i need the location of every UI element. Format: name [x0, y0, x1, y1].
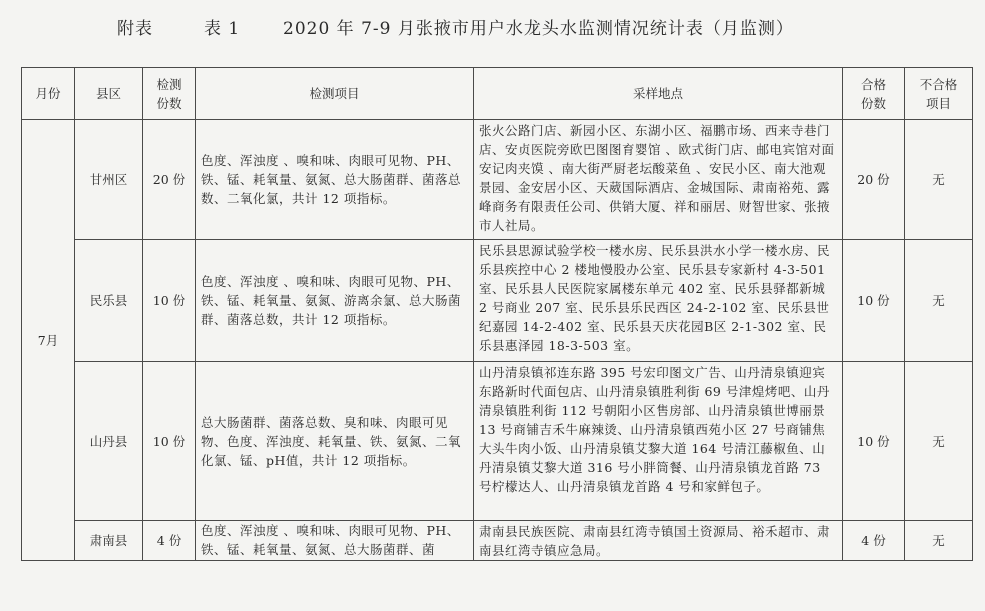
- qualified-count-cell: 10 份: [843, 240, 905, 362]
- column-header-qualified-count: 合格 份数: [843, 68, 905, 120]
- sampling-location-cell: 张火公路门店、新园小区、东湖小区、福鹏市场、西来寺巷门店、安贞医院旁欧巴图图育婴馆 、欧式街门店、邮电宾馆对面安记肉夹馍 、南大街严厨老坛酸菜鱼 、安民小区、南大池观景园、金安居小区、天葳国际酒店、金城国际、肃南裕苑、露峰商务有限责任公司、供销大厦、祥和丽居、财智世家、张掖市人社局。: [474, 120, 843, 240]
- column-header-month: 月份: [22, 68, 75, 120]
- sample-count-cell: 20 份: [143, 120, 196, 240]
- district-cell: 山丹县: [75, 362, 143, 521]
- test-items-cell: 色度、浑浊度 、嗅和味、肉眼可见物、PH、铁、锰、耗氧量、氨氮、总大肠菌群、菌: [196, 521, 474, 561]
- sample-count-cell: 10 份: [143, 362, 196, 521]
- column-header-test-items: 检测项目: [196, 68, 474, 120]
- table-row: [22, 240, 973, 362]
- district-cell: 肃南县: [75, 521, 143, 561]
- unqualified-items-cell: 无: [905, 362, 973, 521]
- unqualified-items-cell: 无: [905, 521, 973, 561]
- qualified-count-cell: 10 份: [843, 362, 905, 521]
- table-row: [22, 120, 973, 240]
- qualified-count-cell: 4 份: [843, 521, 905, 561]
- sampling-location-cell: 肃南县民族医院、肃南县红湾寺镇国土资源局、裕禾超市、肃南县红湾寺镇应急局。: [474, 521, 843, 561]
- column-header-unqualified-items: 不合格 项目: [905, 68, 973, 120]
- district-cell: 民乐县: [75, 240, 143, 362]
- sampling-location-cell: 山丹清泉镇祁连东路 395 号宏印图文广告、山丹清泉镇迎宾东路新时代面包店、山丹清泉镇胜利街 69 号津煌烤吧、山丹清泉镇胜利街 112 号朝阳小区售房部、山丹清泉镇世博丽景 13 号商铺吉禾牛麻辣烫、山丹清泉镇西苑小区 27 号商铺焦大头牛肉小饭、山丹清泉镇艾黎大道 164 号清江藤椒鱼、山丹清泉镇艾黎大道 316 号小胖筒餐、山丹清泉镇龙首路 73 号柠檬达人、山丹清泉镇龙首路 4 号和家鲜包子。: [474, 362, 843, 521]
- sample-count-cell: 4 份: [143, 521, 196, 561]
- qualified-count-cell: 20 份: [843, 120, 905, 240]
- test-items-cell: 色度、浑浊度 、嗅和味、肉眼可见物、PH、铁、锰、耗氧量、氨氮、总大肠菌群、菌落总数、二氧化氯，共计 12 项指标。: [196, 120, 474, 240]
- table-title: 2020 年 7-9 月张掖市用户水龙头水监测情况统计表（月监测）: [283, 19, 794, 39]
- column-header-sampling-location: 采样地点: [474, 68, 843, 120]
- table-header-row: [22, 68, 973, 120]
- test-items-cell: 色度、浑浊度 、嗅和味、肉眼可见物、PH、铁、锰、耗氧量、氨氮、游离余氯、总大肠菌群、菌落总数，共计 12 项指标。: [196, 240, 474, 362]
- month-cell: 7月: [22, 120, 75, 561]
- table-number: 表 1: [204, 19, 241, 39]
- sampling-location-cell: 民乐县思源试验学校一楼水房、民乐县洪水小学一楼水房、民乐县疾控中心 2 楼地慢股办公室、民乐县专家新村 4-3-501 室、民乐县人民医院家属楼东单元 402 室、民乐县驿都新城 2 号商业 207 室、民乐县乐民西区 24-2-102 室、民乐县世纪嘉园 14-2-402 室、民乐县天庆花园B区 2-1-302 室、民乐县惠泽园 18-3-503 室。: [474, 240, 843, 362]
- column-header-district: 县区: [75, 68, 143, 120]
- table-row: [22, 362, 973, 521]
- unqualified-items-cell: 无: [905, 120, 973, 240]
- district-cell: 甘州区: [75, 120, 143, 240]
- water-monitoring-table: [21, 67, 973, 561]
- column-header-sample-count: 检测 份数: [143, 68, 196, 120]
- unqualified-items-cell: 无: [905, 240, 973, 362]
- test-items-cell: 总大肠菌群、菌落总数、臭和味、肉眼可见物、色度、浑浊度、耗氧量、铁、氨氮、二氧化氯、锰、pH值，共计 12 项指标。: [196, 362, 474, 521]
- attachment-label: 附表: [117, 19, 153, 39]
- table-row: [22, 521, 973, 561]
- sample-count-cell: 10 份: [143, 240, 196, 362]
